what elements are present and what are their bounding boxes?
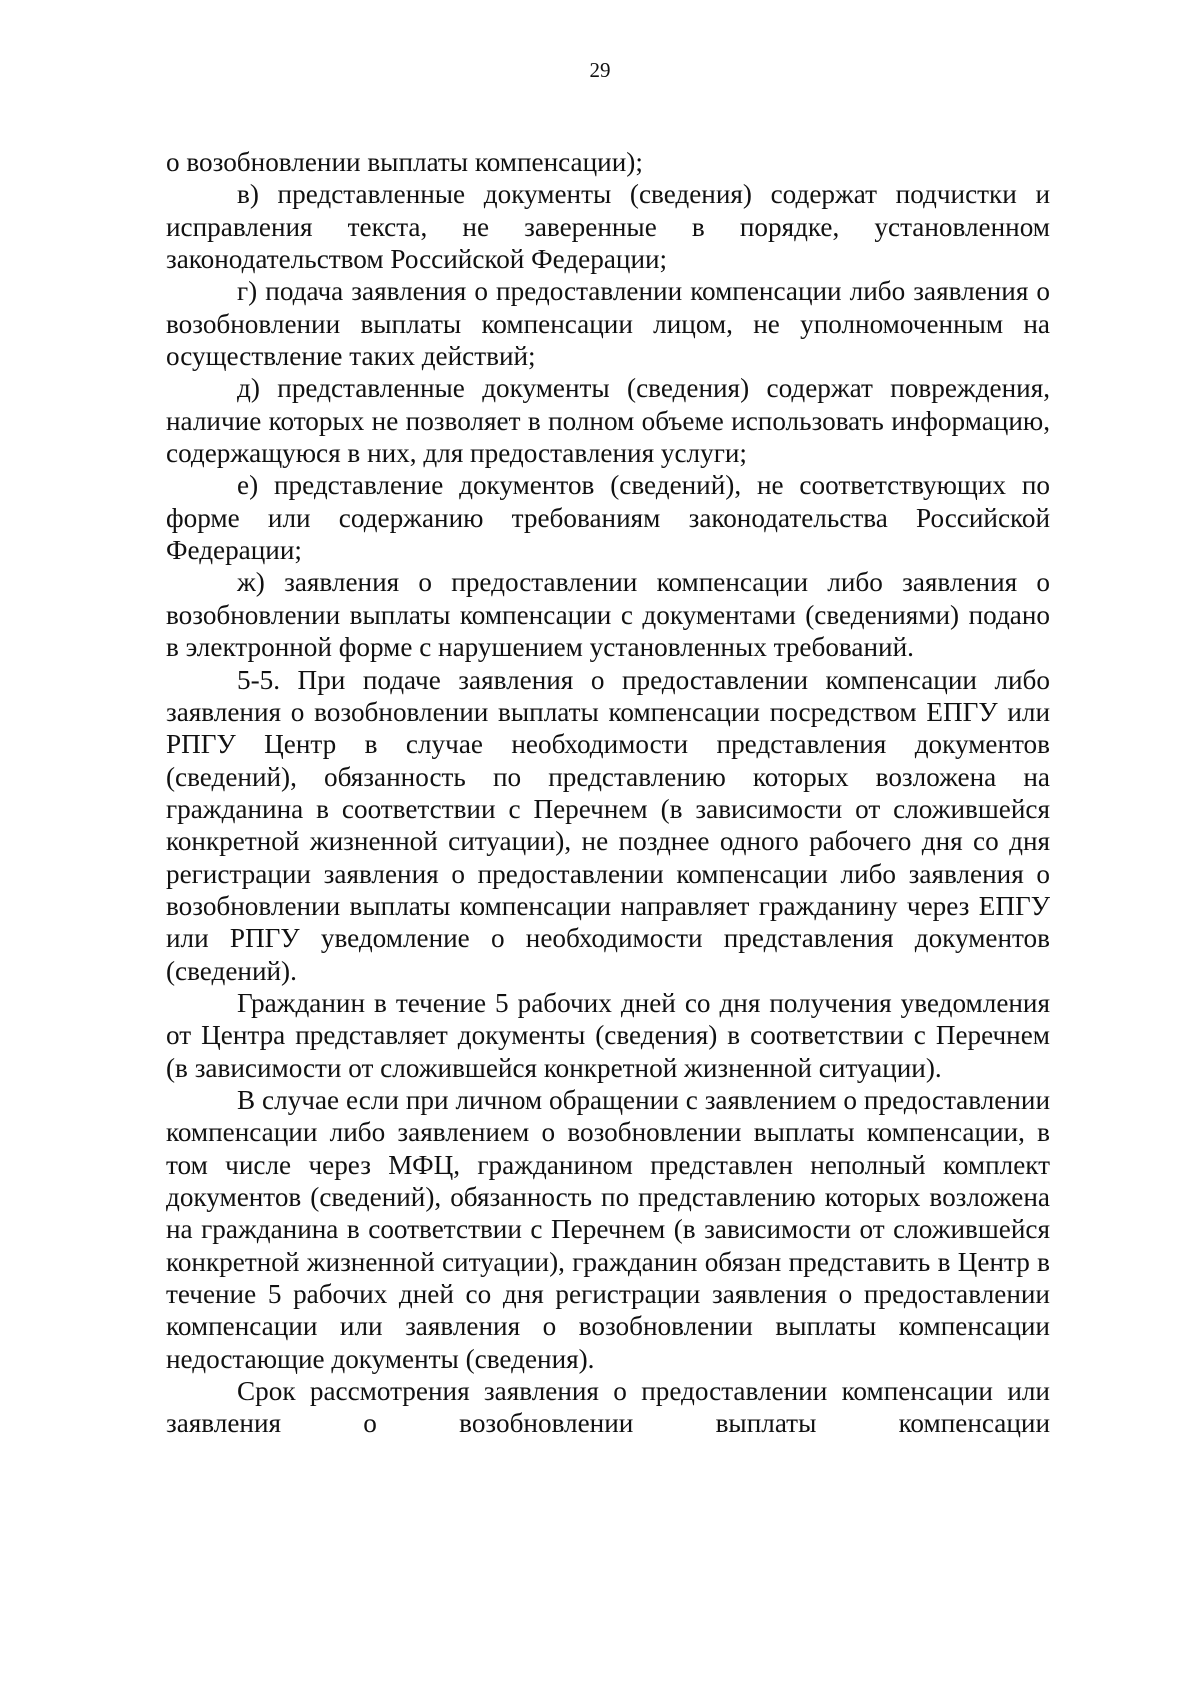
paragraph-item-g: г) подача заявления о предоставлении компенсации либо заявления о возобновлении выплаты компенсации лицом, не уполномоченным на осуществление таких действий;	[166, 276, 1050, 372]
paragraph-review-period: Срок рассмотрения заявления о предоставлении компенсации или заявления о возобновлении выплаты компенсации	[166, 1376, 1050, 1439]
paragraph-item-v: в) представленные документы (сведения) содержат подчистки и исправления текста, не заверенные в порядке, установленном законодательством Российской Федерации;	[166, 179, 1050, 275]
paragraph-citizen-deadline: Гражданин в течение 5 рабочих дней со дня получения уведомления от Центра представляет документы (сведения) в соответствии с Перечнем (в зависимости от сложившейся конкретной жизненной ситуации).	[166, 987, 1050, 1083]
paragraph-item-e: е) представление документов (сведений), не соответствующих по форме или содержанию требованиям законодательства Российской Федерации;	[166, 470, 1050, 566]
paragraph-continuation: о возобновлении выплаты компенсации);	[166, 147, 643, 177]
paragraph-item-zh: ж) заявления о предоставлении компенсации либо заявления о возобновлении выплаты компенсации с документами (сведениями) подано в электронной форме с нарушением установленных требований.	[166, 567, 1050, 663]
document-body	[166, 146, 1050, 1440]
page-number: 29	[589, 58, 611, 82]
paragraph-incomplete-documents: В случае если при личном обращении с заявлением о предоставлении компенсации либо заявлением о возобновлении выплаты компенсации, в том числе через МФЦ, гражданином представлен неполный комплект документов (сведений), обязанность по представлению которых возложена на гражданина в соответствии с Перечнем (в зависимости от сложившейся конкретной жизненной ситуации), гражданин обязан представить в Центр в течение 5 рабочих дней со дня регистрации заявления о предоставлении компенсации или заявления о возобновлении выплаты компенсации недостающие документы (сведения).	[166, 1084, 1050, 1374]
paragraph-clause-5-5: 5-5. При подаче заявления о предоставлении компенсации либо заявления о возобновлении выплаты компенсации посредством ЕПГУ или РПГУ Центр в случае необходимости представления документов (сведений), обязанность по представлению которых возложена на гражданина в соответствии с Перечнем (в зависимости от сложившейся конкретной жизненной ситуации), не позднее одного рабочего дня со дня регистрации заявления о предоставлении компенсации либо заявления о возобновлении выплаты компенсации направляет гражданину через ЕПГУ или РПГУ уведомление о необходимости представления документов (сведений).	[166, 664, 1050, 986]
paragraph-item-d: д) представленные документы (сведения) содержат повреждения, наличие которых не позволяет в полном объеме использовать информацию, содержащуюся в них, для предоставления услуги;	[166, 373, 1050, 469]
